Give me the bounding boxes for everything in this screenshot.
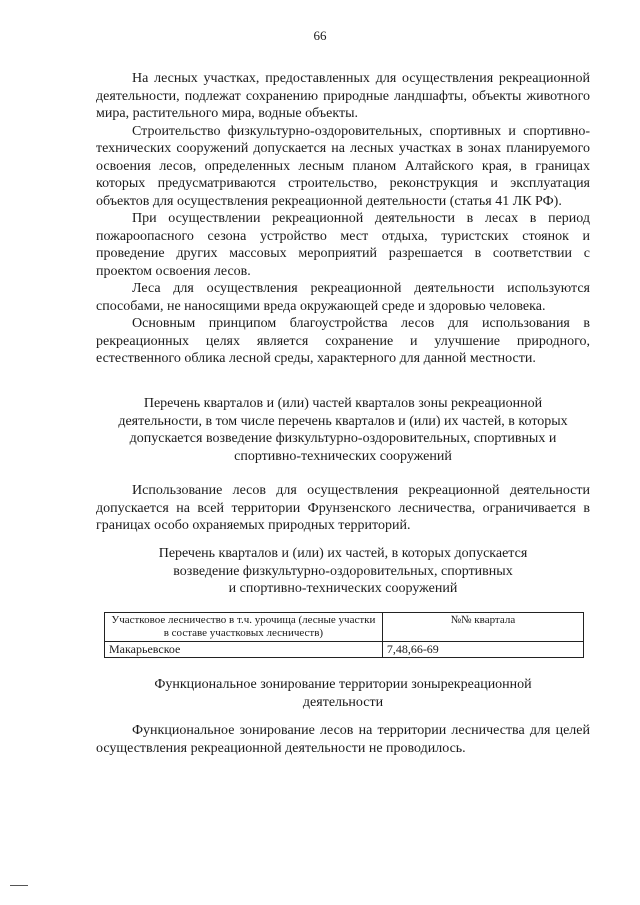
- section-heading-recreation-zone: [96, 395, 590, 465]
- heading-line: допускается возведение физкультурно-оздоровительных, спортивных и: [129, 431, 557, 446]
- section-heading-quarters-list: [96, 545, 590, 598]
- column-header-forestry: Участковое лесничество в т.ч. урочища (лесные участки в составе участковых лесничеств): [105, 613, 383, 642]
- quarters-table: [104, 612, 584, 658]
- functional-zoning-section: [96, 722, 590, 757]
- table-row: [105, 642, 584, 658]
- heading-line: деятельности, в том числе перечень кварталов и (или) их частей, в которых: [118, 413, 568, 429]
- paragraph: Строительство физкультурно-оздоровительных, спортивных и спортивно-технических сооружений допускается на лесных участках в зонах планируемого освоения лесов, определенных лесным планом Алтайского края, в границах которых предусматриваются строительство, реконструкция и эксплуатация объектов для осуществления рекреационной деятельности (статья 41 ЛК РФ).: [96, 123, 590, 209]
- paragraph: Основным принципом благоустройства лесов для использования в рекреационных целях является сохранение и улучшение природного, естественного облика лесной среды, характерного для данной местности.: [96, 316, 590, 366]
- section-heading-functional-zoning: [96, 676, 590, 711]
- heading-line: Перечень кварталов и (или) их частей, в которых допускается: [158, 546, 528, 561]
- heading-line: и спортивно-технических сооружений: [228, 581, 458, 596]
- heading-line: Перечень кварталов и (или) частей кварталов зоны рекреационной: [143, 396, 543, 411]
- heading-line: возведение физкультурно-оздоровительных, спортивных: [173, 563, 513, 579]
- cell-quarters: 7,48,66-69: [382, 642, 583, 658]
- cell-forestry: Макарьевское: [105, 642, 383, 658]
- page-number: 66: [313, 28, 327, 43]
- paragraph: Леса для осуществления рекреационной деятельности используются способами, не наносящими вреда окружающей среде и здоровью человека.: [96, 281, 590, 314]
- paragraph: Функциональное зонирование лесов на территории лесничества для целей осуществления рекреационной деятельности не проводилось.: [96, 723, 590, 756]
- heading-line: Функциональное зонирование территории зонырекреационной: [154, 677, 532, 692]
- table-header-row: [105, 613, 584, 642]
- column-header-quarters: №№ квартала: [382, 613, 583, 642]
- recreation-rules-section: [96, 70, 590, 368]
- forest-use-section: [96, 482, 590, 535]
- paragraph: Использование лесов для осуществления рекреационной деятельности допускается на всей территории Фрунзенского лесничества, ограничивается в границах особо охраняемых природных территорий.: [96, 483, 590, 533]
- paragraph: При осуществлении рекреационной деятельности в лесах в период пожароопасного сезона устройство мест отдыха, туристских стоянок и проведение других массовых мероприятий разрешается в соответствии с проектом освоения лесов.: [96, 211, 590, 279]
- heading-line: деятельности: [302, 694, 384, 710]
- scan-mark: [10, 885, 28, 886]
- paragraph: На лесных участках, предоставленных для осуществления рекреационной деятельности, подлежат сохранению природные ландшафты, объекты животного мира, растительного мира, водные объекты.: [96, 71, 590, 121]
- heading-line: спортивно-технических сооружений: [234, 448, 452, 464]
